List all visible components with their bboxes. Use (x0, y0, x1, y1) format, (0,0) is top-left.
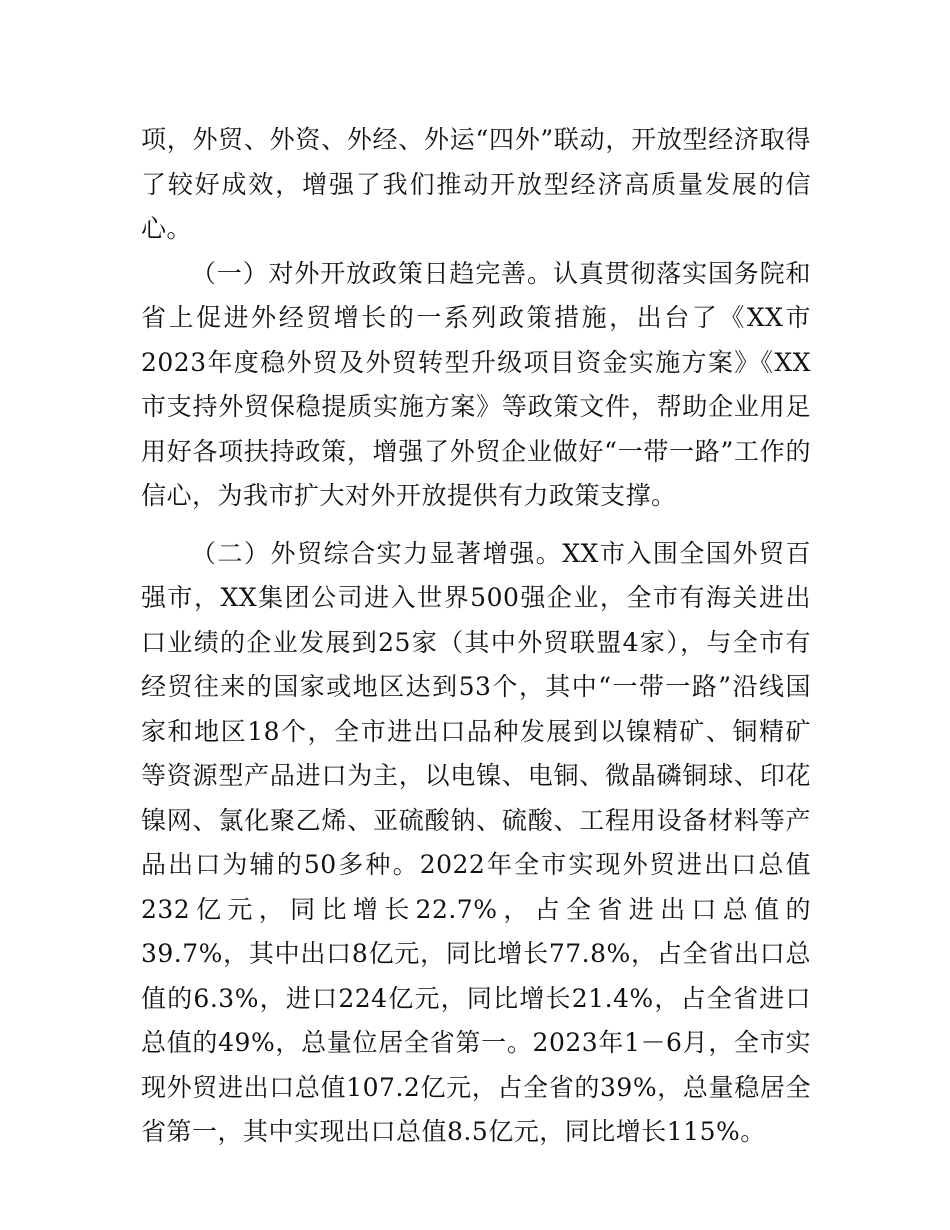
paragraph-continuation: 项，外贸、外资、外经、外运“四外”联动，开放型经济取得了较好成效，增强了我们推动开放型经济高质量发展的信心。 (141, 125, 811, 243)
paragraph-section-one: （一）对外开放政策日趋完善。认真贯彻落实国务院和省上促进外经贸增长的一系列政策措施，出台了《XX市2023年度稳外贸及外贸转型升级项目资金实施方案》《XX市支持外贸保稳提质实施方案》等政策文件，帮助企业用足用好各项扶持政策，增强了外贸企业做好“一带一路”工作的信心，为我市扩大对外开放提供有力政策支撑。 (141, 258, 811, 510)
paragraph-section-two: （二）外贸综合实力显著增强。XX市入围全国外贸百强市，XX集团公司进入世界500强企业，全市有海关进出口业绩的企业发展到25家（其中外贸联盟4家），与全市有经贸往来的国家或地区达到53个，其中“一带一路”沿线国家和地区18个，全市进出口品种发展到以镍精矿、铜精矿等资源型产品进口为主，以电镍、电铜、微晶磷铜球、印花镍网、氯化聚乙烯、亚硫酸钠、硫酸、工程用设备材料等产品出口为辅的50多种。2022年全市实现外贸进出口总值232亿元，同比增长22.7%，占全省进出口总值的39.7%，其中出口8亿元，同比增长77.8%，占全省出口总值的6.3%，进口224亿元，同比增长21.4%，占全省进口总值的49%，总量位居全省第一。2023年1－6月，全市实现外贸进出口总值107.2亿元，占全省的39%，总量稳居全省第一，其中实现出口总值8.5亿元，同比增长115%。 (141, 538, 811, 1146)
document-body (141, 118, 811, 1155)
